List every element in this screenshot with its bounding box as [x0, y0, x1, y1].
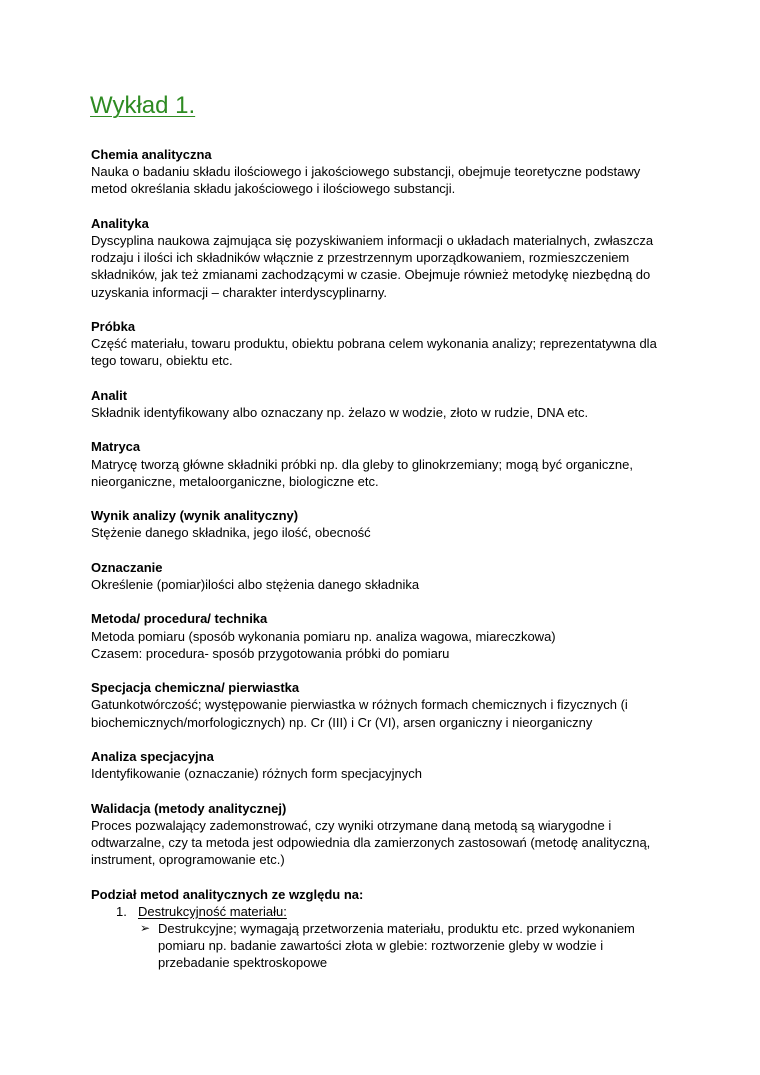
- definition-line: metod określania składu jakościowego i ilościowego substancji.: [91, 181, 456, 197]
- definition-section: [91, 610, 681, 662]
- definition-section: [91, 507, 681, 541]
- bullet-line: przebadanie spektroskopowe: [158, 955, 328, 971]
- term-heading: Metoda/ procedura/ technika: [91, 611, 268, 627]
- definition-section: [91, 748, 681, 782]
- definition-section: [91, 387, 681, 421]
- numbered-list-item: [91, 903, 681, 920]
- definition-section: [91, 318, 681, 370]
- document-body: [91, 146, 681, 989]
- list-item-label: Destrukcyjność materiału:: [138, 903, 287, 919]
- definition-section: [91, 146, 681, 198]
- definition-line: tego towaru, obiektu etc.: [91, 353, 233, 369]
- term-heading: Matryca: [91, 439, 141, 455]
- bullet-line: Destrukcyjne; wymagają przetworzenia materiału, produktu etc. przed wykonaniem: [158, 920, 635, 936]
- definition-line: instrument, oprogramowanie etc.): [91, 852, 285, 868]
- page-title: Wykład 1.: [90, 92, 196, 119]
- term-heading: Analityka: [91, 215, 149, 231]
- definition-section: [91, 679, 681, 731]
- list-number: 1.: [116, 903, 127, 919]
- definition-line: Określenie (pomiar)ilości albo stężenia danego składnika: [91, 576, 420, 592]
- division-section: [91, 886, 681, 972]
- definition-line: Nauka o badaniu składu ilościowego i jakościowego substancji, obejmuje teoretyczne podstawy: [91, 164, 641, 180]
- definition-line: biochemicznych/morfologicznych) np. Cr (III) i Cr (VI), arsen organiczny i nieorganiczny: [91, 714, 593, 730]
- definition-line: składników, jak też zmianami zachodzącymi w czasie. Obejmuje również metodykę niezbędną do: [91, 267, 651, 283]
- definition-line: Gatunkotwórczość; występowanie pierwiastka w różnych formach chemicznych i fizycznych (i: [91, 697, 628, 713]
- term-heading: Próbka: [91, 319, 136, 334]
- definition-section: [91, 215, 681, 301]
- term-heading: Wynik analizy (wynik analityczny): [91, 508, 299, 524]
- term-heading: Specjacja chemiczna/ pierwiastka: [91, 680, 300, 696]
- definition-line: Matrycę tworzą główne składniki próbki np. dla gleby to glinokrzemiany; mogą być organiczne,: [91, 456, 633, 472]
- definition-line: odtwarzalne, czy ta metoda jest odpowiednia dla zamierzonych zastosowań (metodę analityczną,: [91, 834, 651, 850]
- term-heading: Oznaczanie: [91, 559, 163, 575]
- definition-section: [91, 800, 681, 869]
- term-heading: Chemia analityczna: [91, 147, 212, 162]
- definition-section: [91, 559, 681, 593]
- division-heading: Podział metod analitycznych ze względu na:: [91, 886, 364, 902]
- bullet-list-item: [91, 920, 681, 972]
- definition-line: Składnik identyfikowany albo oznaczany np. żelazo w wodzie, złoto w rudzie, DNA etc.: [91, 405, 589, 420]
- definition-line: rodzaju i ilości ich składników włącznie z przestrzennym uporządkowaniem, rozmieszczeniem: [91, 250, 630, 266]
- arrow-bullet-icon: ➢: [140, 920, 151, 935]
- definition-line: Część materiału, towaru produktu, obiektu pobrana celem wykonania analizy; reprezentatywna dla: [91, 336, 657, 352]
- definition-line: uzyskania informacji – charakter interdyscyplinarny.: [91, 284, 387, 300]
- definition-line: Identyfikowanie (oznaczanie) różnych form specjacyjnych: [91, 766, 422, 782]
- definition-line: Proces pozwalający zademonstrować, czy wyniki otrzymane daną metodą są wiarygodne i: [91, 817, 612, 833]
- term-heading: Analiza specjacyjna: [91, 748, 214, 764]
- definition-line: Dyscyplina naukowa zajmująca się pozyskiwaniem informacji o układach materialnych, zwłaszcza: [91, 233, 654, 248]
- definition-line: Stężenie danego składnika, jego ilość, obecność: [91, 525, 371, 541]
- definition-line: Czasem: procedura- sposób przygotowania próbki do pomiaru: [91, 645, 450, 661]
- term-heading: Walidacja (metody analitycznej): [91, 800, 287, 816]
- definition-line: nieorganiczne, metaloorganiczne, biologiczne etc.: [91, 473, 379, 489]
- bullet-line: pomiaru np. badanie zawartości złota w glebie: roztworzenie gleby w wodzie i: [158, 938, 604, 954]
- definition-section: [91, 438, 681, 490]
- term-heading: Analit: [91, 387, 128, 403]
- definition-line: Metoda pomiaru (sposób wykonania pomiaru np. analiza wagowa, miareczkowa): [91, 628, 556, 644]
